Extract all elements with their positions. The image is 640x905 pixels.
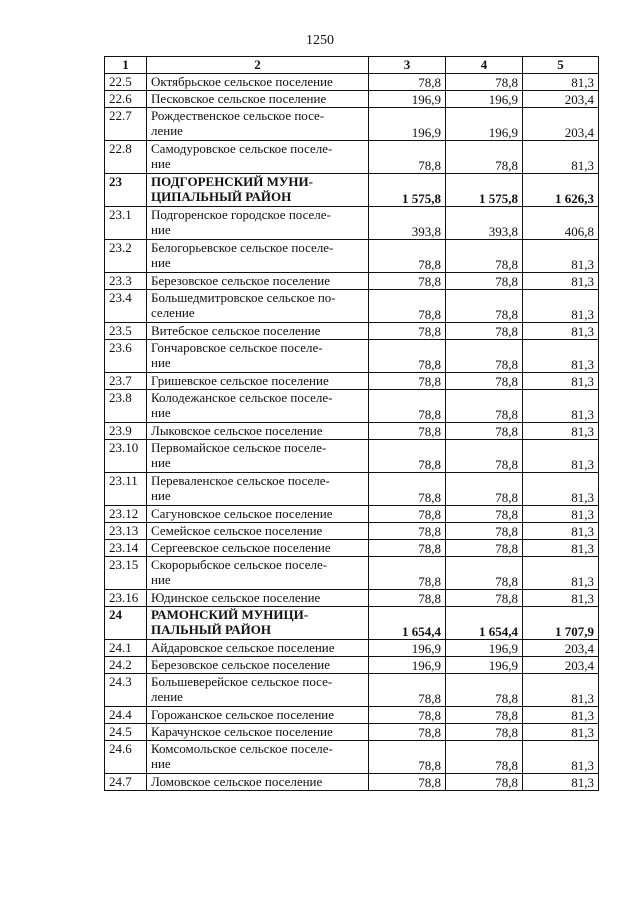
table-row (105, 523, 599, 540)
header-col-3: 3 (369, 57, 446, 74)
settlement-name: Октябрьское сельское поселение (147, 74, 369, 91)
value-col-4: 78,8 (446, 523, 523, 540)
value-col-3: 1 654,4 (369, 607, 446, 640)
table-row (105, 741, 599, 774)
row-number: 22.6 (105, 91, 147, 108)
header-col-1: 1 (105, 57, 147, 74)
value-col-5: 81,3 (523, 373, 599, 390)
row-number: 23.7 (105, 373, 147, 390)
value-col-5: 81,3 (523, 724, 599, 741)
row-number: 23.11 (105, 473, 147, 506)
value-col-5: 81,3 (523, 323, 599, 340)
settlement-name: Колодежанское сельское поселе- ние (147, 390, 369, 423)
settlement-name: Гончаровское сельское поселе- ние (147, 340, 369, 373)
value-col-5: 81,3 (523, 141, 599, 174)
value-col-4: 196,9 (446, 108, 523, 141)
value-col-5: 81,3 (523, 390, 599, 423)
header-row (105, 57, 599, 74)
settlement-name: Айдаровское сельское поселение (147, 640, 369, 657)
value-col-3: 1 575,8 (369, 174, 446, 207)
table-row (105, 724, 599, 741)
value-col-5: 81,3 (523, 273, 599, 290)
table-row (105, 657, 599, 674)
row-number: 23.2 (105, 240, 147, 273)
value-col-4: 78,8 (446, 506, 523, 523)
value-col-3: 78,8 (369, 707, 446, 724)
value-col-5: 81,3 (523, 540, 599, 557)
row-number: 22.5 (105, 74, 147, 91)
table-row (105, 141, 599, 174)
value-col-4: 78,8 (446, 707, 523, 724)
row-number: 23.4 (105, 290, 147, 323)
value-col-5: 81,3 (523, 674, 599, 707)
value-col-3: 78,8 (369, 674, 446, 707)
table-row (105, 707, 599, 724)
settlement-name: Рождественское сельское посе- ление (147, 108, 369, 141)
settlement-name: РАМОНСКИЙ МУНИЦИ- ПАЛЬНЫЙ РАЙОН (147, 607, 369, 640)
row-number: 24 (105, 607, 147, 640)
value-col-5: 81,3 (523, 523, 599, 540)
settlement-name: Первомайское сельское поселе- ние (147, 440, 369, 473)
table-row (105, 390, 599, 423)
table-row (105, 340, 599, 373)
value-col-4: 393,8 (446, 207, 523, 240)
row-number: 23 (105, 174, 147, 207)
value-col-3: 78,8 (369, 240, 446, 273)
table-row (105, 373, 599, 390)
value-col-5: 203,4 (523, 640, 599, 657)
row-number: 23.12 (105, 506, 147, 523)
table-row (105, 323, 599, 340)
row-number: 23.14 (105, 540, 147, 557)
value-col-4: 78,8 (446, 741, 523, 774)
row-number: 24.3 (105, 674, 147, 707)
value-col-4: 78,8 (446, 440, 523, 473)
row-number: 23.6 (105, 340, 147, 373)
row-number: 23.16 (105, 590, 147, 607)
settlement-name: Скорорыбское сельское поселе- ние (147, 557, 369, 590)
settlement-name: Юдинское сельское поселение (147, 590, 369, 607)
value-col-3: 78,8 (369, 523, 446, 540)
row-number: 23.3 (105, 273, 147, 290)
value-col-3: 78,8 (369, 473, 446, 506)
settlement-name: Лыковское сельское поселение (147, 423, 369, 440)
settlement-name: Витебское сельское поселение (147, 323, 369, 340)
budget-table (104, 56, 599, 791)
row-number: 23.1 (105, 207, 147, 240)
table-row (105, 174, 599, 207)
header-col-5: 5 (523, 57, 599, 74)
row-number: 24.2 (105, 657, 147, 674)
value-col-4: 1 575,8 (446, 174, 523, 207)
table-row (105, 674, 599, 707)
table-row (105, 590, 599, 607)
header-col-4: 4 (446, 57, 523, 74)
table-row (105, 473, 599, 506)
value-col-3: 78,8 (369, 440, 446, 473)
row-number: 22.7 (105, 108, 147, 141)
row-number: 23.13 (105, 523, 147, 540)
value-col-4: 78,8 (446, 724, 523, 741)
value-col-3: 78,8 (369, 390, 446, 423)
value-col-3: 78,8 (369, 741, 446, 774)
row-number: 24.4 (105, 707, 147, 724)
value-col-5: 81,3 (523, 423, 599, 440)
settlement-name: Песковское сельское поселение (147, 91, 369, 108)
row-number: 23.10 (105, 440, 147, 473)
row-number: 23.9 (105, 423, 147, 440)
value-col-4: 78,8 (446, 74, 523, 91)
settlement-name: Горожанское сельское поселение (147, 707, 369, 724)
page-number: 1250 (306, 33, 334, 48)
table-row (105, 423, 599, 440)
value-col-5: 81,3 (523, 741, 599, 774)
value-col-4: 78,8 (446, 473, 523, 506)
settlement-name: Большеверейское сельское посе- ление (147, 674, 369, 707)
settlement-name: Березовское сельское поселение (147, 657, 369, 674)
value-col-3: 78,8 (369, 323, 446, 340)
settlement-name: Ломовское сельское поселение (147, 774, 369, 791)
table-row (105, 207, 599, 240)
value-col-3: 78,8 (369, 590, 446, 607)
settlement-name: Комсомольское сельское поселе- ние (147, 741, 369, 774)
value-col-4: 78,8 (446, 240, 523, 273)
row-number: 23.5 (105, 323, 147, 340)
value-col-4: 78,8 (446, 390, 523, 423)
value-col-3: 196,9 (369, 640, 446, 657)
value-col-3: 78,8 (369, 373, 446, 390)
settlement-name: Большедмитровское сельское по- селение (147, 290, 369, 323)
table-row (105, 440, 599, 473)
value-col-4: 196,9 (446, 640, 523, 657)
value-col-5: 1 707,9 (523, 607, 599, 640)
settlement-name: Карачунское сельское поселение (147, 724, 369, 741)
value-col-5: 81,3 (523, 74, 599, 91)
value-col-5: 406,8 (523, 207, 599, 240)
settlement-name: Семейское сельское поселение (147, 523, 369, 540)
table-row (105, 74, 599, 91)
value-col-4: 196,9 (446, 657, 523, 674)
settlement-name: Белогорьевское сельское поселе- ние (147, 240, 369, 273)
settlement-name: Переваленское сельское поселе- ние (147, 473, 369, 506)
settlement-name: Сагуновское сельское поселение (147, 506, 369, 523)
value-col-3: 78,8 (369, 340, 446, 373)
header-col-2: 2 (147, 57, 369, 74)
row-number: 23.8 (105, 390, 147, 423)
value-col-5: 203,4 (523, 91, 599, 108)
value-col-3: 196,9 (369, 657, 446, 674)
value-col-4: 78,8 (446, 423, 523, 440)
value-col-5: 81,3 (523, 557, 599, 590)
value-col-4: 78,8 (446, 774, 523, 791)
value-col-5: 81,3 (523, 774, 599, 791)
settlement-name: Подгоренское городское поселе- ние (147, 207, 369, 240)
table-row (105, 557, 599, 590)
value-col-3: 78,8 (369, 774, 446, 791)
value-col-4: 78,8 (446, 273, 523, 290)
table-row (105, 91, 599, 108)
value-col-5: 81,3 (523, 707, 599, 724)
settlement-name: Гришевское сельское поселение (147, 373, 369, 390)
value-col-5: 81,3 (523, 506, 599, 523)
table-row (105, 290, 599, 323)
row-number: 24.5 (105, 724, 147, 741)
value-col-5: 81,3 (523, 340, 599, 373)
value-col-5: 81,3 (523, 440, 599, 473)
value-col-5: 81,3 (523, 240, 599, 273)
table-row (105, 273, 599, 290)
value-col-3: 78,8 (369, 290, 446, 323)
value-col-3: 78,8 (369, 74, 446, 91)
value-col-3: 196,9 (369, 91, 446, 108)
settlement-name: Сергеевское сельское поселение (147, 540, 369, 557)
value-col-4: 196,9 (446, 91, 523, 108)
table-row (105, 108, 599, 141)
value-col-4: 78,8 (446, 141, 523, 174)
table-row (105, 540, 599, 557)
value-col-3: 78,8 (369, 273, 446, 290)
table-row (105, 607, 599, 640)
value-col-4: 78,8 (446, 290, 523, 323)
table-row (105, 506, 599, 523)
value-col-3: 78,8 (369, 724, 446, 741)
value-col-3: 196,9 (369, 108, 446, 141)
table-row (105, 774, 599, 791)
value-col-3: 78,8 (369, 141, 446, 174)
value-col-4: 78,8 (446, 323, 523, 340)
row-number: 23.15 (105, 557, 147, 590)
value-col-4: 78,8 (446, 540, 523, 557)
settlement-name: Самодуровское сельское поселе- ние (147, 141, 369, 174)
settlement-name: Березовское сельское поселение (147, 273, 369, 290)
value-col-4: 78,8 (446, 590, 523, 607)
value-col-3: 393,8 (369, 207, 446, 240)
value-col-5: 81,3 (523, 290, 599, 323)
value-col-3: 78,8 (369, 423, 446, 440)
value-col-4: 78,8 (446, 340, 523, 373)
row-number: 24.1 (105, 640, 147, 657)
value-col-5: 81,3 (523, 590, 599, 607)
value-col-5: 203,4 (523, 657, 599, 674)
row-number: 24.7 (105, 774, 147, 791)
settlement-name: ПОДГОРЕНСКИЙ МУНИ- ЦИПАЛЬНЫЙ РАЙОН (147, 174, 369, 207)
value-col-4: 78,8 (446, 674, 523, 707)
value-col-4: 1 654,4 (446, 607, 523, 640)
value-col-5: 203,4 (523, 108, 599, 141)
row-number: 24.6 (105, 741, 147, 774)
value-col-3: 78,8 (369, 557, 446, 590)
table-body (105, 74, 599, 791)
value-col-5: 81,3 (523, 473, 599, 506)
value-col-5: 1 626,3 (523, 174, 599, 207)
row-number: 22.8 (105, 141, 147, 174)
value-col-4: 78,8 (446, 373, 523, 390)
table-row (105, 640, 599, 657)
value-col-3: 78,8 (369, 540, 446, 557)
value-col-4: 78,8 (446, 557, 523, 590)
value-col-3: 78,8 (369, 506, 446, 523)
table-row (105, 240, 599, 273)
